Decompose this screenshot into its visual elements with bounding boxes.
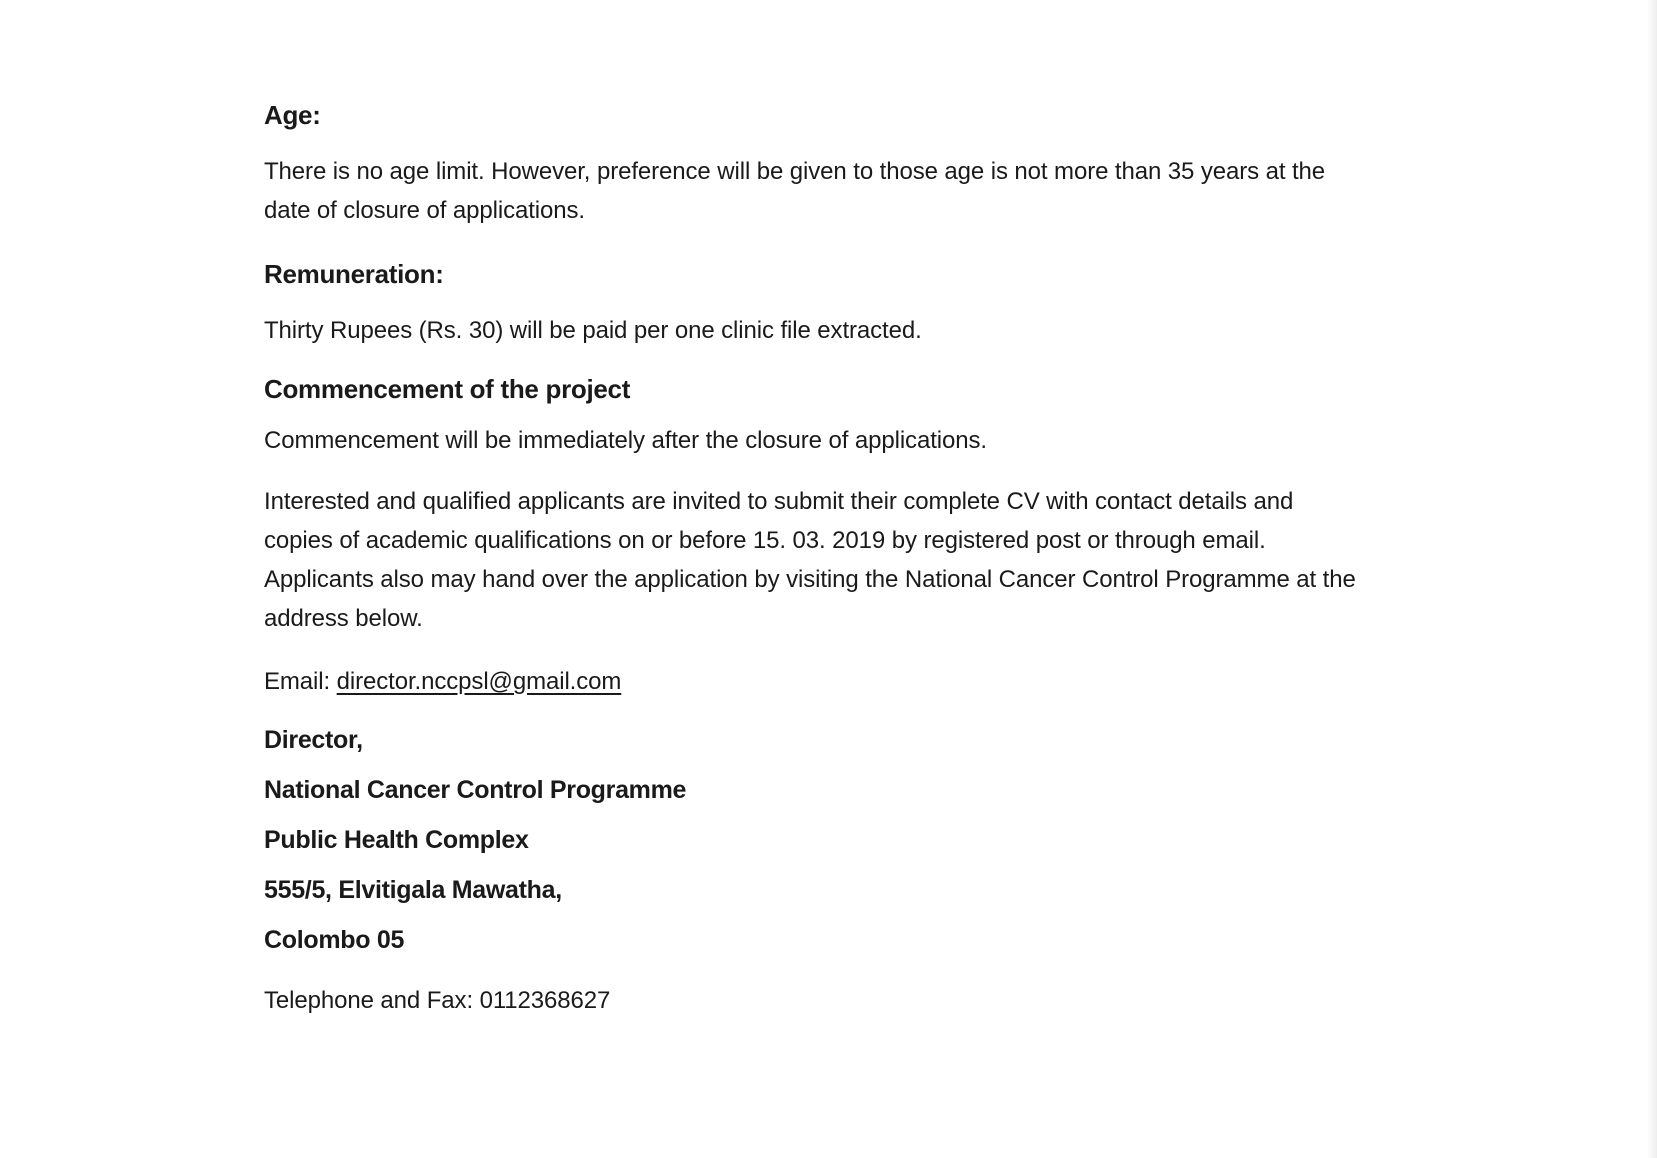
- page-edge-shadow: [1647, 0, 1657, 1158]
- age-section: [264, 98, 1444, 230]
- email-link[interactable]: director.nccpsl@gmail.com: [336, 668, 622, 695]
- application-text-line-4: address below.: [264, 605, 423, 632]
- address-line-organization: National Cancer Control Programme: [264, 776, 687, 804]
- commencement-text: Commencement will be immediately after the closure of applications.: [264, 427, 987, 454]
- age-text-line-2: date of closure of applications.: [264, 197, 585, 224]
- address-line-city: Colombo 05: [264, 926, 405, 954]
- remuneration-text: Thirty Rupees (Rs. 30) will be paid per one clinic file extracted.: [264, 317, 922, 344]
- age-text-line-1: There is no age limit. However, preference will be given to those age is not more than 35 years at the: [264, 158, 1326, 185]
- email-label: Email:: [264, 668, 337, 695]
- address-block: [264, 723, 1444, 957]
- application-text-line-3: Applicants also may hand over the application by visiting the National Cancer Control Programme at the: [264, 566, 1356, 593]
- email-line: [264, 662, 1444, 701]
- document-content: [264, 98, 1444, 1020]
- address-line-building: Public Health Complex: [264, 826, 529, 854]
- commencement-heading: Commencement of the project: [264, 374, 631, 404]
- application-instructions: [264, 482, 1444, 638]
- remuneration-section: [264, 257, 1444, 350]
- address-line-director: Director,: [264, 726, 363, 754]
- application-text-line-1: Interested and qualified applicants are invited to submit their complete CV with contact details and: [264, 488, 1294, 515]
- age-heading: Age:: [264, 100, 321, 130]
- telephone-fax: Telephone and Fax: 0112368627: [264, 987, 611, 1014]
- remuneration-heading: Remuneration:: [264, 259, 444, 289]
- commencement-section: [264, 372, 1444, 460]
- application-text-line-2: copies of academic qualifications on or before 15. 03. 2019 by registered post or through email.: [264, 527, 1266, 554]
- address-line-street: 555/5, Elvitigala Mawatha,: [264, 876, 562, 904]
